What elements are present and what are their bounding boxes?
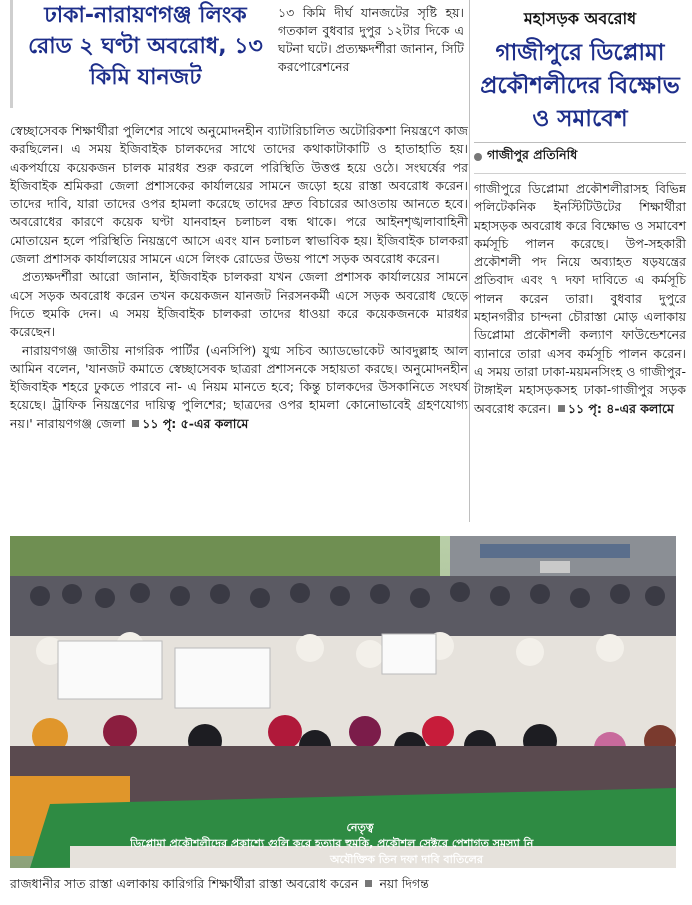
banner-line-2: ডিপ্লোমা প্রকৌশলীদের প্রকাশ্যে গুলি করে হত্যার হুমকি, প্রকৌশল সেক্টরে পেশাগত সমস্যা নি: [130, 837, 534, 850]
right-body-text: গাজীপুরে ডিপ্লোমা প্রকৌশলীরাসহ বিভিন্ন পলিটেকনিক ইনস্টিটিউটের শিক্ষার্থীরা মহাসড়ক অবরোধ করে বিক্ষোভ ও সমাবেশ কর্মসূচি পালন করেছে। উপ-সহকারী প্রকৌশলী পদ নিয়ে অব্যাহত ষড়যন্ত্রের প্রতিবাদ এবং ৭ দফা দাবিতে এ কর্মসূচি পালন করেন তারা। বুধবার দুপুরে মহানগরীর চান্দনা চৌরাস্তা মোড় এলাকায় ডিপ্লোমা প্রকৌশলী কল্যাণ ফাউন্ডেশনের ব্যানারে তারা এসব কর্মসূচি পালন করেন। এ সময় তারা ঢাকা-ময়মনসিংহ ও গাজীপুর-টাঙ্গাইল মহাসড়কসহ ঢাকা-গাজীপুর সড়ক অবরোধ করেন।: [474, 181, 686, 416]
photo-credit: নয়া দিগন্ত: [379, 876, 429, 891]
right-headline: গাজীপুরে ডিপ্লোমা প্রকৌশলীদের বিক্ষোভ ও সমাবেশ: [480, 40, 680, 132]
right-continuation: [555, 401, 674, 416]
left-top-column: ১৩ কিমি দীর্ঘ যানজটের সৃষ্টি হয়। গতকাল বুধবার দুপুর ১২টার দিকে এ ঘটনা ঘটে। প্রত্যক্ষদর্শীরা জানান, সিটি করপোরেশনের: [278, 5, 464, 74]
left-headline-box: [10, 0, 272, 108]
left-continuation-text: ১১ পৃ: ৫-এর কলামে: [142, 415, 249, 431]
left-continuation: [129, 416, 248, 431]
left-paragraph-3-text: নারায়ণগঞ্জ জাতীয় নাগরিক পার্টির (এনসিপি) যুগ্ম সচিব অ্যাডভোকেট আবদুল্লাহ আল আমিন বলেন, 'যানজট কমাতে স্বেচ্ছাসেবক ছাত্ররা প্রশাসনকে সহায়তা করছে। অনুমোদনহীন ইজিবাইক শহরে ঢুকতে পারবে না- এ নিয়ম মানতে হবে; কিন্তু চালকদের উসকানিতে সংঘর্ষ হয়েছে। ট্রাফিক নিয়ন্ত্রণের দায়িত্ব পুলিশের; ছাত্রদের ওপর হামলা কোনোভাবেই গ্রহণযোগ্য নয়।' নারায়ণগঞ্জ জেলা: [10, 342, 468, 431]
left-paragraph-3: [10, 342, 468, 433]
left-headline: ঢাকা-নারায়ণগঞ্জ লিংক রোড ২ ঘণ্টা অবরোধ, ১৩ কিমি যানজট: [28, 3, 263, 90]
right-continuation-text: ১১ পৃ: ৪-এর কলামে: [567, 400, 674, 416]
left-paragraph-2: প্রত্যক্ষদর্শীরা আরো জানান, ইজিবাইক চালকরা যখন জেলা প্রশাসক কার্যালয়ের সামনে এসে সড়ক অবরোধ করেন তখন কয়েকজন যানজট নিরসনকর্মী এসে সড়ক অবরোধ ছেড়ে দিতে হুমকি দেন। এ সময় ইজিবাইক চালকরা তাদের ধাওয়া করে কয়েকজনকে মারধর করেছেন।: [10, 269, 468, 340]
right-byline-text: গাজীপুর প্রতিনিধি: [487, 147, 578, 162]
caption-text: রাজধানীর সাত রাস্তা এলাকায় কারিগরি শিক্ষার্থীরা রাস্তা অবরোধ করেন: [10, 876, 359, 891]
photo-caption: [10, 875, 676, 893]
banner-text: [130, 820, 670, 868]
banner-line-1: নেতৃত্ব: [346, 821, 374, 834]
left-body: [10, 122, 468, 433]
column-divider: [469, 0, 470, 522]
right-body: [474, 173, 686, 418]
square-bullet-icon: [132, 420, 139, 427]
right-byline: [474, 147, 686, 167]
right-article: [474, 0, 686, 418]
left-paragraph-1: স্বেচ্ছাসেবক শিক্ষার্থীরা পুলিশের সাথে অনুমোদনহীন ব্যাটারিচালিত অটোরিকশা নিয়ন্ত্রণে কাজ করছিলেন। এ সময় ইজিবাইক চালকদের সাথে তাদের কথাকাটাকাটি ও হাতাহাতি হয়। একপর্যায়ে কয়েকজন চালক মারধর শুরু করলে পরিস্থিতি উত্তপ্ত হয়ে ওঠে। সংঘর্ষের পর ইজিবাইক শ্রমিকরা জেলা প্রশাসকের কার্যালয়ের সামনে জড়ো হয়ে রাস্তা অবরোধ করেন। তাদের দাবি, যারা তাদের ওপর হামলা করেছে তাদের দ্রুত বিচারের আওতায় আনতে হবে। অবরোধের কারণে কয়েক ঘণ্টা যানবাহন চলাচল বন্ধ থাকে। পরে আইনশৃঙ্খলাবাহিনী মোতায়েন হলে পরিস্থিতি নিয়ন্ত্রণে আসে এবং যান চলাচল স্বাভাবিক হয়। ইজিবাইক চালকরা জেলা প্রশাসক কার্যালয়ের সামনে এসে লিংক রোডের উভয় পাশে সড়ক অবরোধ করেন।: [10, 123, 468, 267]
banner-line-3: অযৌক্তিক তিন দফা দাবি বাতিলের: [330, 853, 483, 866]
protest-photo-illustration: [10, 536, 676, 868]
square-bullet-icon: [365, 880, 372, 887]
protest-photo: [10, 536, 676, 868]
right-headline-rule: [474, 142, 686, 143]
square-bullet-icon: [558, 405, 565, 412]
bullet-dot-icon: [474, 153, 482, 161]
right-kicker: মহাসড়ক অবরোধ: [523, 9, 637, 28]
